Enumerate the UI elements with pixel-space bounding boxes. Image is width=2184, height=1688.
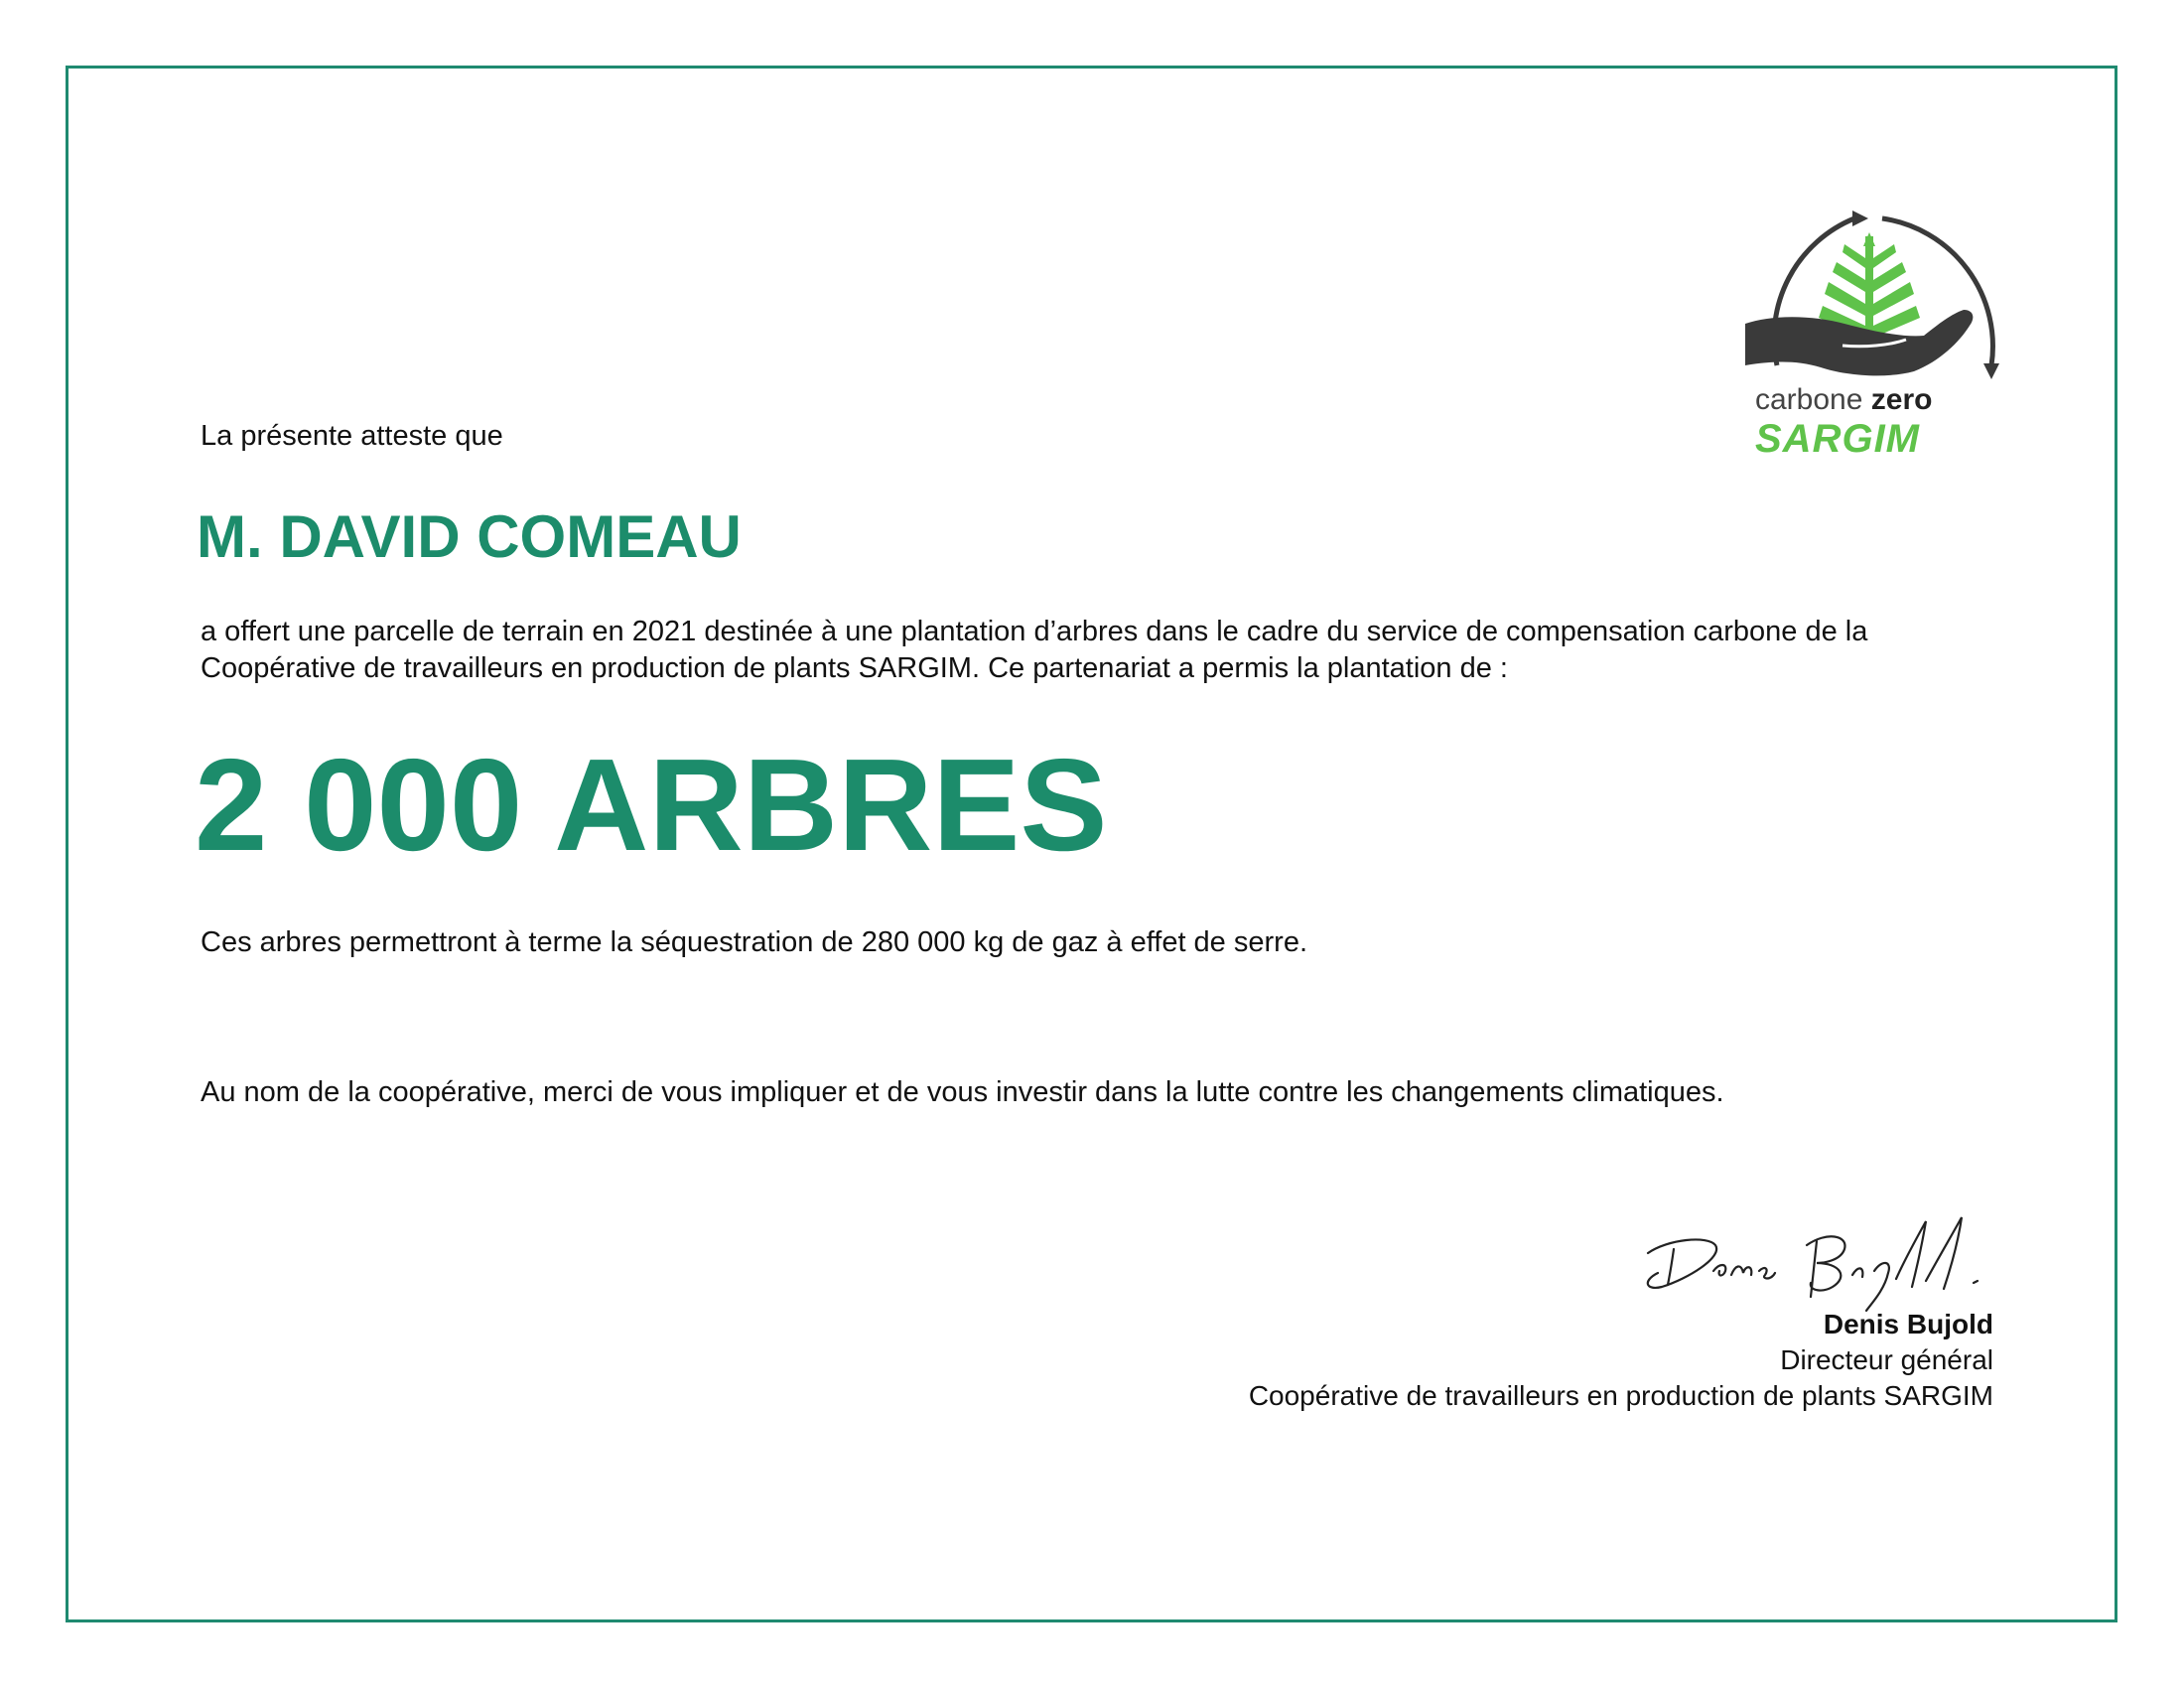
logo-carbone-zero-text (1755, 383, 1932, 417)
logo-zero-word: zero (1870, 383, 1933, 416)
signer-title: Directeur général (1780, 1344, 1993, 1375)
logo-sargim-text: SARGIM (1755, 417, 1920, 461)
certificate-body-text: a offert une parcelle de terrain en 2021 destinée à une plantation d’arbres dans le cadre du service de compensation carbone de la Coopérative de travailleurs en production de plants SARGIM. Ce partenariat a permis la plantation de : (201, 616, 1868, 684)
hand-seedling-icon (1725, 197, 2013, 395)
signer-organization: Coopérative de travailleurs en production de plants SARGIM (1248, 1380, 1993, 1411)
recipient-name: M. DAVID COMEAU (197, 503, 742, 570)
logo-carbone-word: carbone (1755, 383, 1863, 416)
carbone-zero-sargim-logo (1725, 197, 2013, 465)
signer-name: Denis Bujold (1823, 1309, 1993, 1339)
handwritten-signature (1628, 1201, 2005, 1321)
intro-text: La présente atteste que (201, 420, 503, 452)
sequestration-text: Ces arbres permettront à terme la séquestration de 280 000 kg de gaz à effet de serre. (201, 926, 1307, 958)
signer-block (1249, 1307, 1993, 1414)
tree-count-headline: 2 000 ARBRES (195, 732, 1108, 878)
thanks-text: Au nom de la coopérative, merci de vous impliquer et de vous investir dans la lutte contre les changements climatiques. (201, 1076, 1724, 1108)
